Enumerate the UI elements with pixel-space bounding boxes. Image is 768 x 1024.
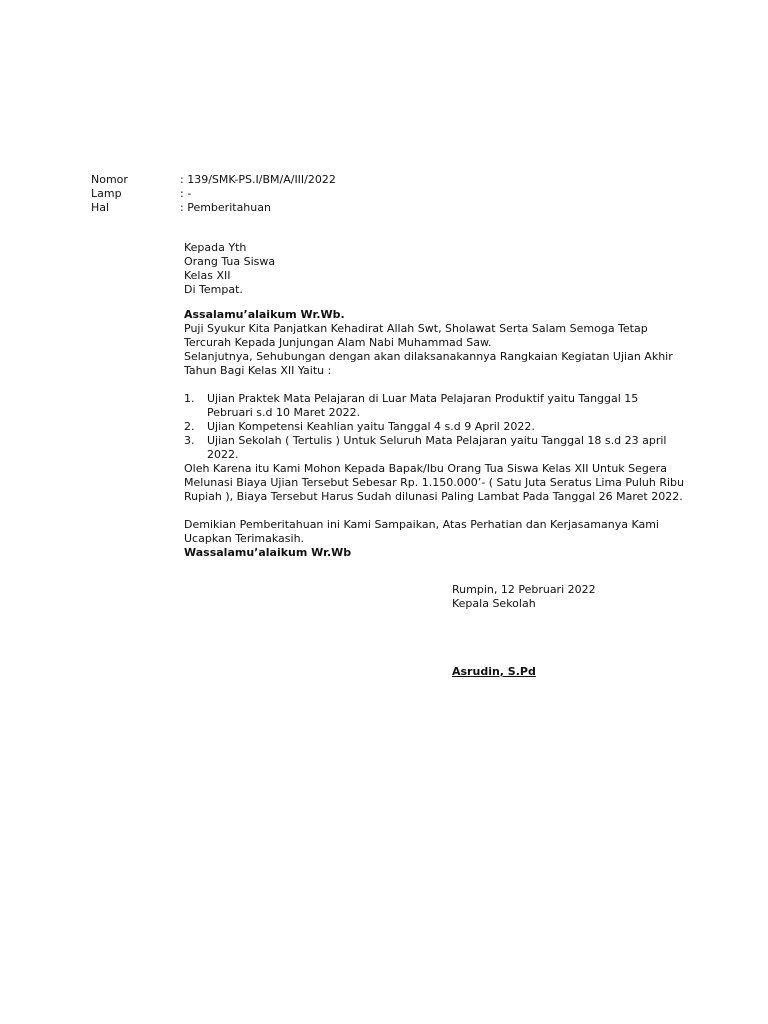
lamp-label: Lamp xyxy=(91,187,122,200)
farewell: Wassalamu’alaikum Wr.Wb xyxy=(184,546,352,559)
list-item xyxy=(184,392,684,420)
list-item xyxy=(184,420,684,434)
list-item-number: 3. xyxy=(184,434,195,447)
list-item-text: Ujian Praktek Mata Pelajaran di Luar Mata Pelajaran Produktif yaitu Tanggal 15 Pebruari s.d 10 Maret 2022. xyxy=(207,392,639,419)
closing-paragraph: Demikian Pemberitahuan ini Kami Sampaikan, Atas Perhatian dan Kerjasamanya Kami Ucapkan Terimakasih. xyxy=(184,518,659,545)
nomor-label: Nomor xyxy=(91,173,128,186)
addressee-block xyxy=(184,241,275,297)
signer-name: Asrudin, S.Pd xyxy=(452,665,536,678)
continuation-paragraph: Selanjutnya, Sehubungan dengan akan dilaksanakannya Rangkaian Kegiatan Ujian Akhir Tahun Bagi Kelas XII Yaitu : xyxy=(184,350,673,377)
list-item-number: 1. xyxy=(184,392,195,405)
payment-paragraph: Oleh Karena itu Kami Mohon Kepada Bapak/Ibu Orang Tua Siswa Kelas XII Untuk Segera Melunasi Biaya Ujian Tersebut Sebesar Rp. 1.150.000’- ( Satu Juta Seratus Lima Puluh Ribu Rupiah ), Biaya Tersebut Harus Sudah dilunasi Paling Lambat Pada Tanggal 26 Maret 2022. xyxy=(184,462,684,503)
exam-list xyxy=(184,392,684,462)
intro-paragraph: Puji Syukur Kita Panjatkan Kehadirat Allah Swt, Sholawat Serta Salam Semoga Tetap Tercurah Kepada Junjungan Alam Nabi Muhammad Saw. xyxy=(184,322,648,349)
signer-position: Kepala Sekolah xyxy=(452,597,536,610)
addressee-line: Kepada Yth xyxy=(184,241,247,254)
letter-header xyxy=(91,173,336,215)
list-item-text: Ujian Kompetensi Keahlian yaitu Tanggal 4 s.d 9 April 2022. xyxy=(207,420,535,433)
place-date: Rumpin, 12 Pebruari 2022 xyxy=(452,583,596,596)
signature-block xyxy=(452,583,596,611)
letter-body xyxy=(184,308,684,560)
hal-label: Hal xyxy=(91,201,110,214)
greeting: Assalamu’alaikum Wr.Wb. xyxy=(184,308,345,321)
nomor-value: : 139/SMK-PS.I/BM/A/III/2022 xyxy=(180,173,336,186)
addressee-line: Kelas XII xyxy=(184,269,231,282)
addressee-line: Orang Tua Siswa xyxy=(184,255,276,268)
hal-value: : Pemberitahuan xyxy=(180,201,271,214)
addressee-line: Di Tempat. xyxy=(184,283,243,296)
header-row-lamp xyxy=(91,187,336,201)
list-item xyxy=(184,434,684,462)
header-row-nomor xyxy=(91,173,336,187)
lamp-value: : - xyxy=(180,187,192,200)
list-item-number: 2. xyxy=(184,420,195,433)
list-item-text: Ujian Sekolah ( Tertulis ) Untuk Seluruh Mata Pelajaran yaitu Tanggal 18 s.d 23 april 2022. xyxy=(207,434,667,461)
header-row-hal xyxy=(91,201,336,215)
